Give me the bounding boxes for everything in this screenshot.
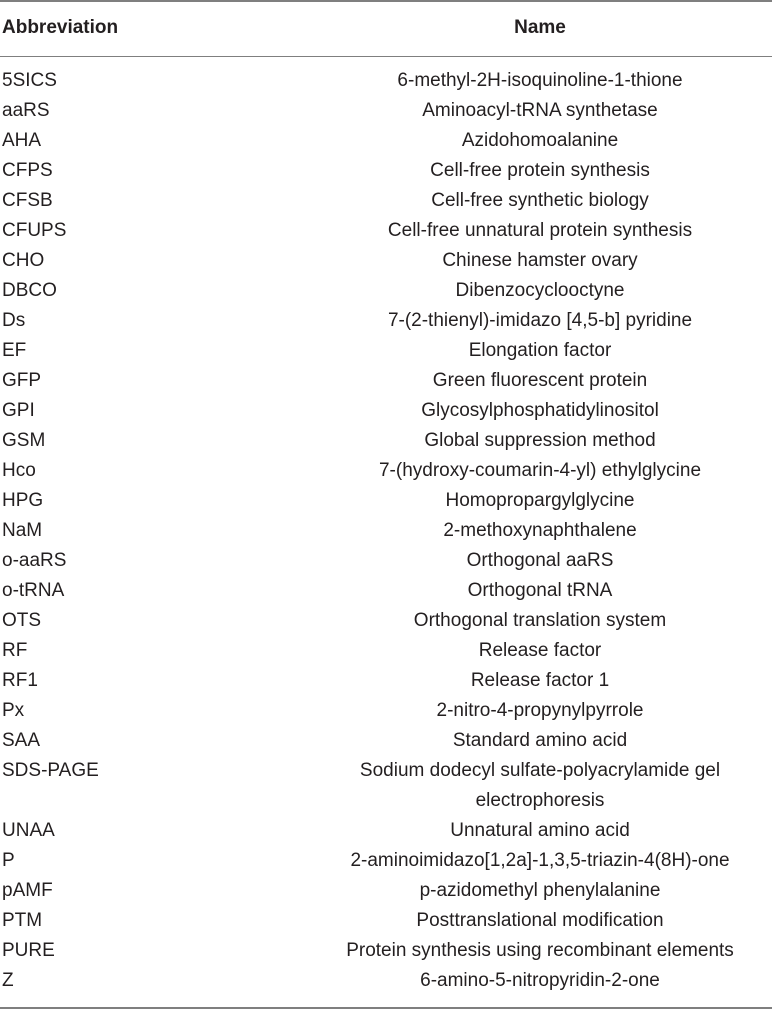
- table-row: [0, 306, 772, 336]
- abbreviation-cell: Z: [2, 970, 14, 991]
- name-cell: Cell-free protein synthesis: [430, 160, 650, 181]
- table-row: [0, 726, 772, 756]
- table-row: [0, 906, 772, 936]
- table-row: [0, 966, 772, 996]
- name-cell: Sodium dodecyl sulfate-polyacrylamide gel electrophoresis: [359, 760, 721, 811]
- table-row: [0, 96, 772, 126]
- table-row: [0, 486, 772, 516]
- table-row: [0, 756, 772, 816]
- table-row: [0, 846, 772, 876]
- name-cell: Orthogonal tRNA: [467, 580, 613, 601]
- table-row: [0, 546, 772, 576]
- name-cell: Cell-free unnatural protein synthesis: [387, 220, 693, 241]
- abbreviation-cell: OTS: [2, 610, 42, 631]
- table-row: [0, 696, 772, 726]
- abbreviation-cell: Px: [2, 700, 25, 721]
- name-cell: Orthogonal aaRS: [466, 550, 614, 571]
- table-header-rule: [0, 56, 772, 57]
- name-cell: 7-(hydroxy-coumarin-4-yl) ethylglycine: [378, 460, 702, 481]
- table-row: [0, 606, 772, 636]
- name-cell: Release factor 1: [470, 670, 610, 691]
- abbreviation-column-header: Abbreviation: [2, 17, 119, 38]
- abbreviation-cell: EF: [2, 340, 27, 361]
- name-cell: 2-methoxynaphthalene: [443, 520, 637, 541]
- abbreviation-cell: CFSB: [2, 190, 53, 211]
- table-row: [0, 576, 772, 606]
- table-row: [0, 366, 772, 396]
- table-row: [0, 276, 772, 306]
- table-row: [0, 516, 772, 546]
- name-cell: Release factor: [478, 640, 602, 661]
- table-row: [0, 936, 772, 966]
- abbreviation-cell: 5SICS: [2, 70, 57, 91]
- abbreviation-cell: DBCO: [2, 280, 57, 301]
- abbreviation-cell: GFP: [2, 370, 42, 391]
- name-column-header: Name: [514, 17, 566, 38]
- abbreviation-cell: Ds: [2, 310, 26, 331]
- name-cell: 2-aminoimidazo[1,2a]-1,3,5-triazin-4(8H)-one: [350, 850, 730, 871]
- abbreviation-cell: SAA: [2, 730, 41, 751]
- table-row: [0, 126, 772, 156]
- name-cell: 2-nitro-4-propynylpyrrole: [436, 700, 644, 721]
- table-row: [0, 426, 772, 456]
- name-cell: Dibenzocyclooctyne: [455, 280, 625, 301]
- name-cell: 6-methyl-2H-isoquinoline-1-thione: [397, 70, 683, 91]
- table-header-row: [0, 0, 772, 56]
- table-row: [0, 396, 772, 426]
- abbreviation-cell: HPG: [2, 490, 44, 511]
- abbreviation-cell: o-aaRS: [2, 550, 67, 571]
- name-cell: Protein synthesis using recombinant elements: [346, 940, 734, 961]
- abbreviation-cell: RF1: [2, 670, 38, 691]
- table-row: [0, 216, 772, 246]
- name-cell: Posttranslational modification: [416, 910, 664, 931]
- name-cell: Unnatural amino acid: [450, 820, 630, 841]
- table-row: [0, 876, 772, 906]
- name-cell: Orthogonal translation system: [413, 610, 667, 631]
- abbreviation-cell: NaM: [2, 520, 43, 541]
- name-cell: Elongation factor: [468, 340, 612, 361]
- abbreviation-cell: PURE: [2, 940, 55, 961]
- table-body: [0, 66, 772, 996]
- table-row: [0, 666, 772, 696]
- abbreviation-cell: GSM: [2, 430, 46, 451]
- table-row: [0, 186, 772, 216]
- name-cell: Global suppression method: [424, 430, 656, 451]
- abbreviation-cell: CHO: [2, 250, 45, 271]
- name-cell: Aminoacyl-tRNA synthetase: [422, 100, 658, 121]
- name-cell: 7-(2-thienyl)-imidazo [4,5-b] pyridine: [387, 310, 693, 331]
- abbreviation-cell: P: [2, 850, 15, 871]
- table-row: [0, 66, 772, 96]
- abbreviation-cell: GPI: [2, 400, 35, 421]
- abbreviation-cell: UNAA: [2, 820, 55, 841]
- table-row: [0, 336, 772, 366]
- abbreviation-cell: CFUPS: [2, 220, 67, 241]
- name-cell: Standard amino acid: [452, 730, 628, 751]
- name-cell: 6-amino-5-nitropyridin-2-one: [420, 970, 660, 991]
- name-cell: Homopropargylglycine: [445, 490, 635, 511]
- table-row: [0, 636, 772, 666]
- abbreviation-cell: RF: [2, 640, 28, 661]
- table-row: [0, 456, 772, 486]
- name-cell: Cell-free synthetic biology: [431, 190, 649, 211]
- table-row: [0, 156, 772, 186]
- name-cell: p-azidomethyl phenylalanine: [419, 880, 661, 901]
- name-cell: Green fluorescent protein: [432, 370, 648, 391]
- abbreviation-cell: SDS-PAGE: [2, 760, 99, 781]
- abbreviation-cell: aaRS: [2, 100, 50, 121]
- table-row: [0, 816, 772, 846]
- abbreviation-cell: Hco: [2, 460, 36, 481]
- name-cell: Chinese hamster ovary: [442, 250, 638, 271]
- abbreviation-cell: o-tRNA: [2, 580, 65, 601]
- abbreviation-cell: AHA: [2, 130, 42, 151]
- abbreviation-cell: pAMF: [2, 880, 53, 901]
- abbreviation-cell: CFPS: [2, 160, 53, 181]
- name-cell: Azidohomoalanine: [461, 130, 619, 151]
- name-cell: Glycosylphosphatidylinositol: [421, 400, 659, 421]
- table-row: [0, 246, 772, 276]
- abbreviation-cell: PTM: [2, 910, 43, 931]
- table-bottom-rule: [0, 1007, 772, 1009]
